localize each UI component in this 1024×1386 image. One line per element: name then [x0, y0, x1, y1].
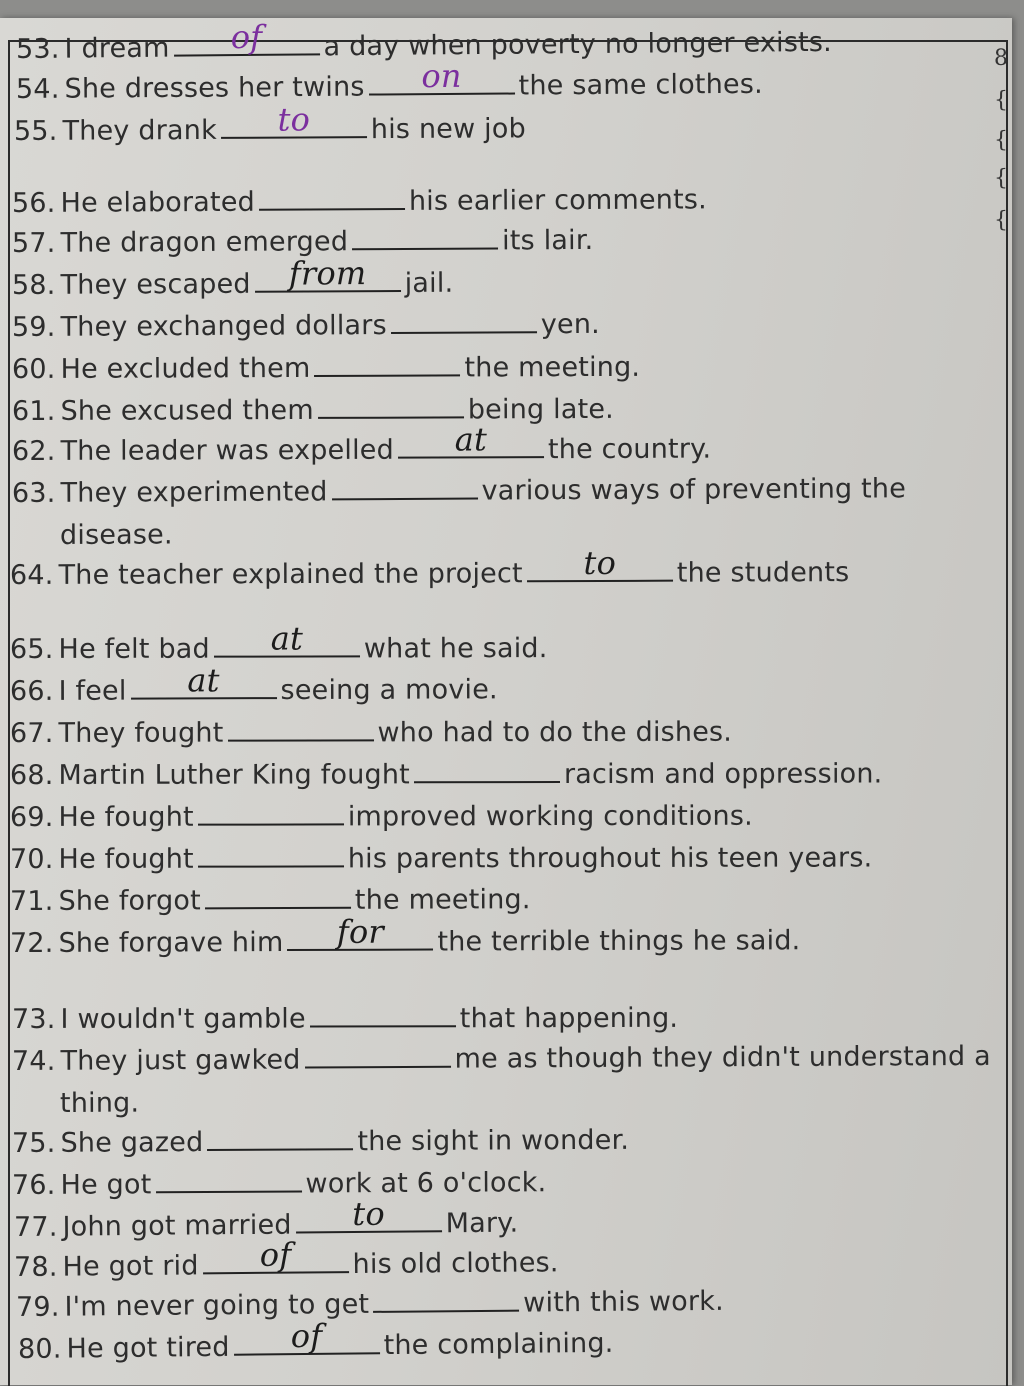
question-number: 73.: [12, 1004, 56, 1035]
question-continuation: the sight in wonder.: [357, 1125, 629, 1157]
question-number: 54.: [16, 74, 60, 105]
question-63: [12, 473, 906, 509]
question-62: [12, 434, 711, 467]
question-69: [10, 801, 753, 833]
question-prompt: Martin Luther King fought: [59, 759, 410, 791]
question-number: 67.: [10, 718, 54, 749]
question-prompt: They just gawked: [60, 1044, 300, 1076]
question-prompt: They escaped: [60, 269, 250, 301]
handwritten-answer: at: [214, 622, 360, 654]
question-continuation: the meeting.: [355, 884, 531, 916]
answer-blank[interactable]: [391, 309, 537, 334]
answer-blank[interactable]: [296, 1208, 442, 1233]
question-prompt: They experimented: [60, 476, 327, 508]
handwritten-answer: to: [527, 547, 673, 580]
question-79: [16, 1286, 724, 1323]
question-72: [10, 925, 801, 959]
question-68: [10, 758, 883, 791]
question-prompt: I'm never going to get: [64, 1289, 369, 1323]
handwritten-answer: [352, 246, 498, 247]
handwritten-answer: [314, 373, 460, 374]
question-number: 79.: [16, 1292, 60, 1323]
question-continuation: racism and oppression.: [564, 758, 883, 790]
question-continuation: his new job: [371, 113, 526, 145]
question-continuation: yen.: [541, 309, 600, 340]
cropped-edge-mark: {: [994, 166, 1008, 191]
question-prompt: He got: [60, 1169, 151, 1200]
question-continuation: various ways of preventing the: [481, 473, 906, 506]
answer-blank[interactable]: [130, 675, 276, 700]
cropped-edge-mark: {: [994, 208, 1008, 233]
question-continuation: the students: [677, 557, 850, 589]
cropped-edge-mark: 8: [994, 46, 1008, 71]
question-continuation: what he said.: [364, 633, 548, 664]
question-76: [12, 1167, 547, 1201]
question-continuation: its lair.: [502, 225, 593, 256]
question-prompt: She dresses her twins: [64, 72, 364, 105]
cropped-edge-mark: {: [994, 88, 1008, 113]
question-59: [12, 309, 600, 343]
question-73: [12, 1003, 678, 1035]
handwritten-answer: [332, 497, 478, 498]
question-continuation: the terrible things he said.: [437, 925, 800, 957]
question-prompt: He elaborated: [60, 187, 255, 219]
question-continuation: his earlier comments.: [409, 184, 707, 217]
answer-blank[interactable]: [155, 1168, 301, 1193]
answer-blank[interactable]: [287, 927, 433, 952]
question-prompt: The dragon emerged: [60, 226, 348, 259]
question-71: [10, 884, 531, 917]
question-prompt: She forgave him: [58, 927, 283, 959]
question-continuation: the meeting.: [464, 352, 640, 384]
question-continuation: his old clothes.: [352, 1247, 558, 1280]
answer-blank[interactable]: [373, 1288, 519, 1313]
question-number: 55.: [14, 116, 58, 147]
answer-blank[interactable]: [221, 114, 367, 139]
question-prompt: She gazed: [60, 1127, 203, 1159]
question-78: [14, 1247, 559, 1283]
question-prompt: He fought: [59, 844, 194, 875]
question-60: [12, 352, 640, 385]
question-prompt: The leader was expelled: [60, 435, 393, 467]
question-55: [14, 113, 526, 147]
answer-blank[interactable]: [173, 31, 319, 56]
answer-blank[interactable]: [202, 1249, 348, 1274]
answer-blank[interactable]: [314, 352, 460, 377]
question-number: 61.: [12, 396, 56, 427]
question-continuation: the complaining.: [383, 1328, 613, 1361]
question-number: 72.: [10, 928, 54, 959]
question-70: [10, 842, 872, 875]
question-number: 75.: [12, 1128, 56, 1159]
question-continuation: work at 6 o'clock.: [305, 1167, 546, 1199]
handwritten-answer: of: [202, 1238, 348, 1271]
question-54: [16, 69, 763, 105]
question-number: 71.: [10, 886, 54, 917]
answer-blank[interactable]: [207, 1126, 353, 1151]
question-66: [10, 674, 498, 707]
answer-blank[interactable]: [331, 476, 477, 501]
answer-blank[interactable]: [368, 71, 514, 96]
question-prompt: They fought: [59, 718, 224, 749]
question-wrap-line: disease.: [60, 519, 173, 551]
question-80: [18, 1328, 614, 1365]
handwritten-answer: of: [233, 1319, 379, 1353]
answer-blank[interactable]: [198, 801, 344, 825]
question-continuation: being late.: [468, 394, 614, 426]
question-number: 70.: [10, 844, 54, 875]
question-65: [10, 633, 548, 665]
question-prompt: The teacher explained the project: [58, 558, 522, 591]
question-number: 57.: [12, 228, 56, 259]
question-number: 78.: [14, 1252, 58, 1283]
handwritten-answer: [391, 330, 537, 331]
answer-blank[interactable]: [310, 1003, 456, 1027]
question-prompt: John got married: [62, 1210, 291, 1243]
question-number: 69.: [10, 802, 54, 833]
question-67: [10, 717, 732, 749]
question-58: [12, 268, 453, 301]
question-number: 59.: [12, 312, 56, 343]
answer-blank[interactable]: [304, 1044, 450, 1069]
question-continuation: that happening.: [460, 1003, 678, 1034]
question-continuation: improved working conditions.: [348, 801, 753, 833]
handwritten-answer: [259, 207, 405, 208]
question-prompt: They exchanged dollars: [60, 310, 386, 343]
handwritten-answer: at: [130, 664, 276, 697]
question-number: 66.: [10, 676, 54, 707]
question-number: 58.: [12, 270, 56, 301]
question-continuation: his parents throughout his teen years.: [348, 842, 873, 874]
answer-blank[interactable]: [198, 843, 344, 867]
question-prompt: She excused them: [60, 395, 313, 427]
question-number: 74.: [12, 1046, 56, 1077]
handwritten-answer: [156, 1189, 302, 1190]
handwritten-answer: of: [173, 20, 319, 53]
question-continuation: jail.: [405, 268, 454, 299]
handwritten-answer: to: [295, 1197, 441, 1230]
handwritten-answer: [305, 1065, 451, 1066]
question-prompt: He fought: [59, 802, 194, 833]
question-continuation: Mary.: [446, 1208, 519, 1240]
question-56: [12, 184, 707, 219]
question-continuation: who had to do the dishes.: [377, 717, 732, 749]
question-prompt: He felt bad: [59, 634, 210, 665]
question-continuation: with this work.: [523, 1286, 724, 1319]
question-continuation: a day when poverty no longer exists.: [323, 27, 832, 62]
question-75: [12, 1125, 629, 1159]
question-continuation: me as though they didn't understand a: [454, 1041, 990, 1075]
question-number: 56.: [12, 188, 56, 219]
question-prompt: I feel: [58, 676, 126, 707]
question-wrap-line: thing.: [60, 1088, 139, 1119]
question-number: 64.: [10, 560, 54, 591]
answer-blank[interactable]: [527, 558, 673, 583]
question-continuation: the country.: [548, 434, 711, 466]
question-continuation: seeing a movie.: [280, 674, 497, 706]
question-number: 65.: [10, 634, 54, 665]
handwritten-answer: to: [221, 103, 367, 136]
answer-blank[interactable]: [259, 186, 405, 211]
question-continuation: the same clothes.: [518, 69, 762, 102]
answer-blank[interactable]: [255, 268, 401, 293]
handwritten-answer: [373, 1309, 519, 1310]
question-prompt: I wouldn't gamble: [61, 1003, 306, 1034]
answer-blank[interactable]: [398, 434, 544, 459]
question-number: 53.: [16, 34, 60, 65]
question-number: 76.: [12, 1170, 56, 1201]
answer-blank[interactable]: [205, 885, 351, 910]
answer-blank[interactable]: [414, 759, 560, 783]
question-prompt: I dream: [64, 33, 169, 65]
question-number: 80.: [18, 1334, 62, 1365]
answer-blank[interactable]: [352, 225, 498, 250]
handwritten-answer: for: [287, 916, 433, 949]
answer-blank[interactable]: [233, 1330, 379, 1356]
question-number: 77.: [14, 1212, 58, 1243]
question-number: 63.: [12, 478, 56, 509]
handwritten-answer: on: [368, 60, 514, 93]
question-prompt: He excluded them: [60, 353, 310, 385]
handwritten-answer: [205, 906, 351, 907]
answer-blank[interactable]: [227, 717, 373, 741]
handwritten-answer: [207, 1147, 353, 1148]
cropped-edge-mark: {: [994, 128, 1008, 153]
question-prompt: He got rid: [62, 1250, 198, 1282]
handwritten-answer: from: [255, 257, 401, 290]
question-prompt: She forgot: [58, 885, 200, 916]
question-74: [12, 1041, 991, 1077]
question-prompt: He got tired: [66, 1332, 229, 1365]
question-number: 68.: [10, 760, 54, 791]
answer-blank[interactable]: [318, 394, 464, 419]
question-prompt: They drank: [62, 115, 216, 147]
question-number: 62.: [12, 436, 56, 467]
question-64: [10, 557, 849, 591]
handwritten-answer: [318, 415, 464, 416]
question-61: [12, 394, 614, 427]
handwritten-answer: at: [398, 423, 544, 456]
question-number: 60.: [12, 354, 56, 385]
answer-blank[interactable]: [214, 633, 360, 657]
